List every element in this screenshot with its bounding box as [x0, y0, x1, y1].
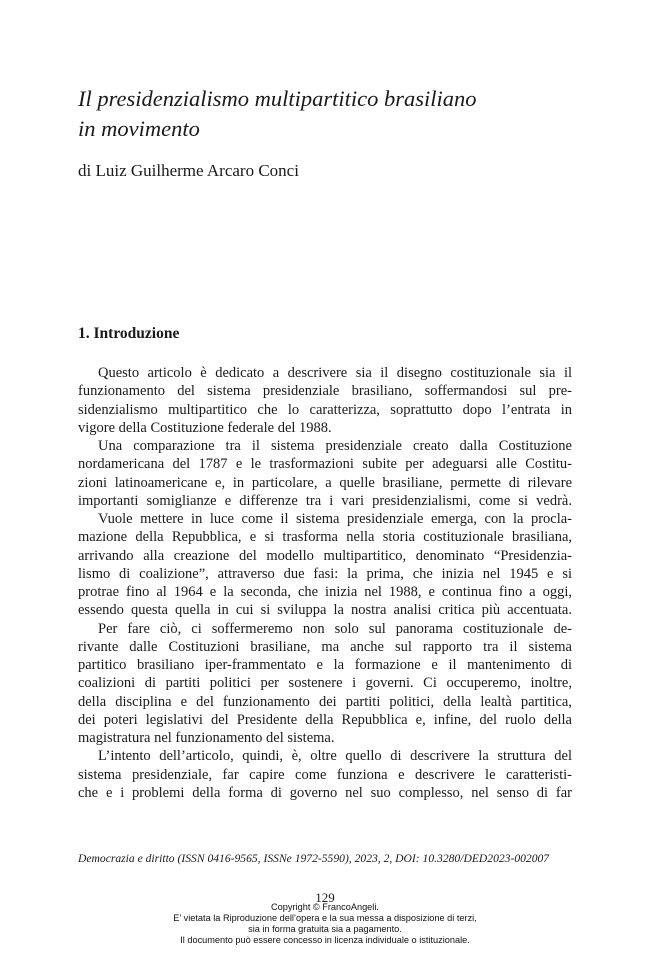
- body-line: L’intento dell’articolo, quindi, è, oltre quello di descrivere la struttura del: [98, 748, 572, 765]
- body-line: che e i problemi della forma di governo nel suo complesso, nel senso di far: [78, 784, 572, 801]
- body-line: zioni latinoamericane e, in particolare, a quelle brasiliane, permette di rilevare: [78, 474, 572, 491]
- body-line: mazione della Repubblica, e si trasforma nella storia costituzionale brasiliana,: [78, 529, 572, 546]
- body-line: Questo articolo è dedicato a descrivere sia il disegno costituzionale sia il: [98, 365, 572, 381]
- body-line: sidenzialismo multipartitico che lo caratterizza, soprattutto dopo l’entrata in: [78, 401, 572, 418]
- body-line: della disciplina e del funzionamento dei partiti politici, della lealtà partitica,: [78, 693, 572, 710]
- article-title: [78, 84, 578, 144]
- section-heading: 1. Introduzione: [78, 325, 180, 342]
- body-line: arrivando alla creazione del modello multipartitico, denominato “Presidenzia-: [78, 547, 572, 564]
- body-line: importanti somiglianze e differenze tra i vari presidenzialismi, come si vedrà.: [78, 492, 572, 509]
- body-line: protrae fino al 1964 e la seconda, che inizia nel 1988, e continua fino a oggi,: [78, 584, 572, 600]
- body-line: magistratura nel funzionamento del sistema.: [78, 730, 335, 746]
- body-line: vigore della Costituzione federale del 1988.: [78, 419, 332, 436]
- body-line: Per fare ciò, ci soffermeremo non solo sul panorama costituzionale de-: [98, 620, 572, 637]
- page-number: 129: [315, 890, 335, 905]
- copyright-line-4: Il documento può essere concesso in licenza individuale o istituzionale.: [180, 935, 470, 945]
- body-line: essendo questa quella in cui si sviluppa la nostra analisi critica più accentuata.: [78, 602, 572, 619]
- body-line: Una comparazione tra il sistema presidenziale creato dalla Costituzione: [98, 438, 572, 454]
- body-line: sistema presidenziale, far capire come funziona e descrivere le caratteristi-: [78, 766, 572, 783]
- copyright-notice: [0, 902, 650, 946]
- body-line: Vuole mettere in luce come il sistema presidenziale emerga, con la procla-: [98, 511, 572, 527]
- article-title-line-2: in movimento: [78, 116, 200, 141]
- body-line: rivante dalle Costituzioni brasiliane, ma anche sul rapporto tra il sistema: [78, 638, 572, 655]
- body-line: coalizioni di partiti politici per sostenere i governi. Ci occuperemo, inoltre,: [78, 675, 572, 692]
- copyright-line-1: Copyright © FrancoAngeli.: [271, 902, 379, 912]
- body-line: funzionamento del sistema presidenziale brasiliano, soffermandosi sul pre-: [78, 383, 572, 400]
- body-line: nordamericana del 1787 e le trasformazioni subite per adeguarsi alle Costitu-: [78, 456, 572, 473]
- body-line: partitico brasiliano iper-frammentato e la formazione e il mantenimento di: [78, 657, 572, 673]
- journal-citation: Democrazia e diritto (ISSN 0416-9565, ISSNe 1972-5590), 2023, 2, DOI: 10.3280/DED2023-002007: [78, 852, 550, 865]
- article-title-line-1: Il presidenzialismo multipartitico brasiliano: [78, 86, 477, 111]
- body-line: lismo di coalizione”, attraverso due fasi: la prima, che inizia nel 1945 e si: [78, 565, 572, 582]
- body-line: dei poteri legislativi del Presidente della Repubblica e, infine, del ruolo della: [78, 711, 572, 728]
- copyright-line-2: E’ vietata la Riproduzione dell’opera e la sua messa a disposizione di terzi,: [173, 913, 477, 923]
- copyright-line-3: sia in forma gratuita sia a pagamento.: [248, 924, 402, 934]
- body-text: [78, 364, 572, 802]
- article-author: di Luiz Guilherme Arcaro Conci: [78, 161, 299, 180]
